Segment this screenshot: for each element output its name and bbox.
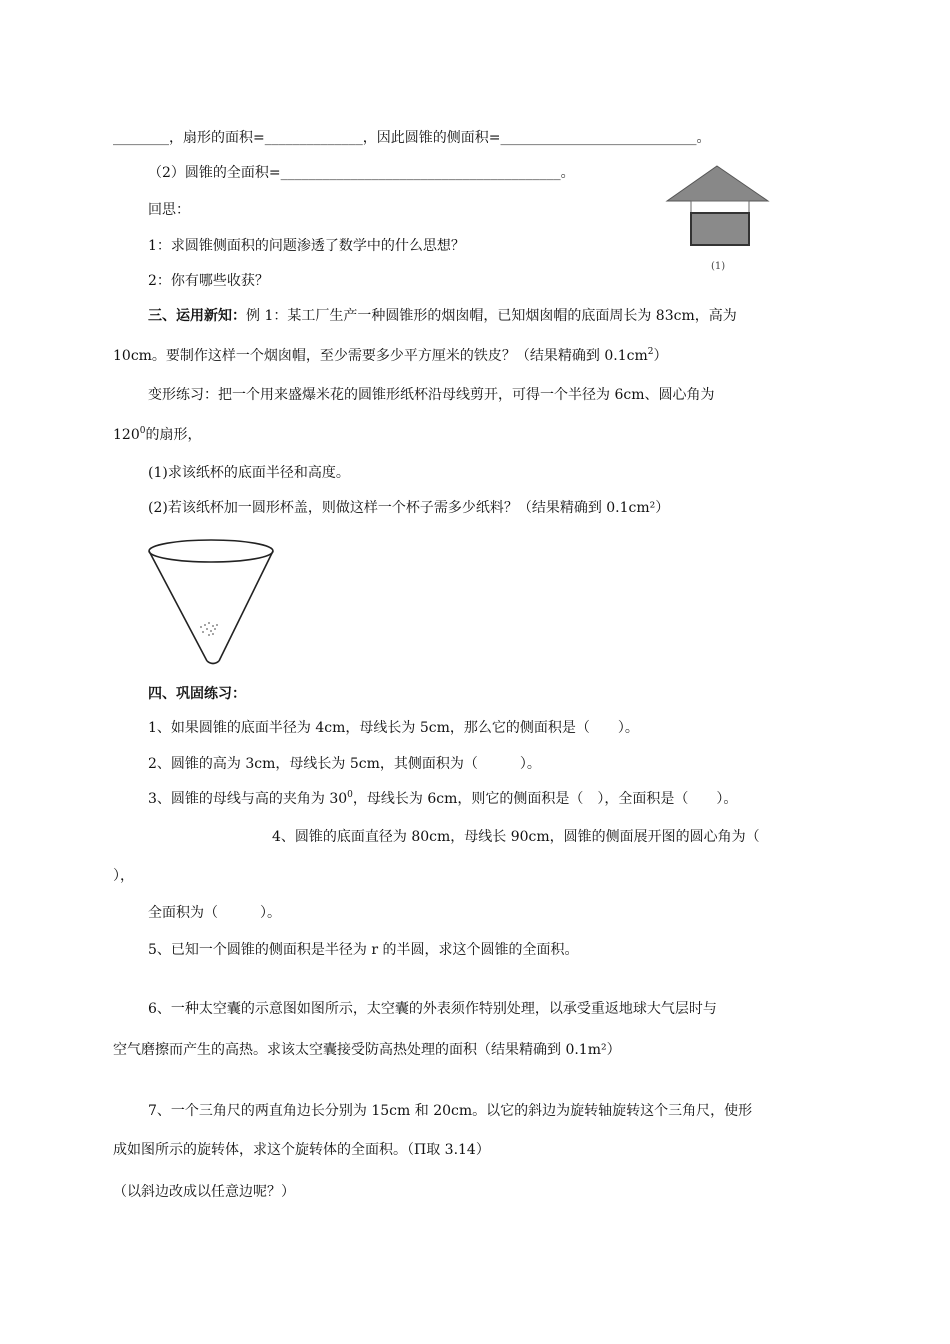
reflect-title: 回思： [148, 202, 190, 218]
example-1-line-2: 10cm。要制作这样一个烟囱帽，至少需要多少平方厘米的铁皮？（结果精确到 $0.1cm^2$） [113, 347, 668, 364]
pipe-body [691, 213, 749, 245]
hat-cone-shape [667, 166, 768, 201]
variant-exercise-line-2: $120^0$的扇形， [113, 426, 202, 443]
practice-2: 2、圆锥的高为 3cm，母线长为 5cm，其侧面积为（ ）。 [148, 756, 541, 772]
practice-4-line-1: 4、圆锥的底面直径为 80cm，母线长 90cm，圆锥的侧面展开图的圆心角为（ [272, 829, 760, 845]
popcorn-dots [200, 622, 218, 636]
section-heading-4: 四、巩固练习： [148, 686, 246, 702]
practice-7-line-3: （以斜边改成以任意边呢？） [113, 1184, 295, 1200]
practice-5: 5、已知一个圆锥的侧面积是半径为 r 的半圆，求这个圆锥的全面积。 [148, 942, 579, 958]
reflect-question-1: 1：求圆锥侧面积的问题渗透了数学中的什么思想？ [148, 238, 465, 254]
practice-1: 1、如果圆锥的底面半径为 4cm，母线长为 5cm，那么它的侧面积是（ ）。 [148, 720, 639, 736]
variant-question-1: (1)求该纸杯的底面半径和高度。 [148, 465, 350, 481]
practice-7-line-1: 7、一个三角尺的两直角边长分别为 15cm 和 20cm。以它的斜边为旋转轴旋转这个三角尺，使形 [148, 1103, 753, 1119]
practice-7-line-2: 成如图所示的旋转体，求这个旋转体的全面积。（Π取 3.14） [113, 1142, 490, 1158]
reflect-question-2: 2：你有哪些收获？ [148, 273, 269, 289]
practice-6-line-2: 空气磨擦而产生的高热。求该太空囊接受防高热处理的面积（结果精确到 0.1m²） [113, 1042, 621, 1058]
answer-blank: ____________________________ [500, 130, 697, 146]
total-area-line: （2）圆锥的全面积=________________________________________。 [148, 165, 575, 181]
answer-blank: ______________ [264, 130, 363, 146]
cup-right-side [219, 551, 273, 661]
variant-exercise-line-1: 变形练习：把一个用来盛爆米花的圆锥形纸杯沿母线剪开，可得一个半径为 6cm、圆心角为 [148, 387, 715, 403]
practice-4-line-3: 全面积为（ ）。 [148, 905, 281, 921]
variant-question-2: (2)若该纸杯加一圆形杯盖，则做这样一个杯子需多少纸料？（结果精确到 0.1cm²） [148, 500, 670, 516]
cup-tip [207, 661, 219, 664]
cup-rim [149, 540, 273, 562]
answer-blank: ________________________________________ [280, 165, 561, 181]
cup-left-side [149, 551, 207, 661]
pipe-top-band [691, 201, 749, 213]
answer-blank: ________ [113, 130, 169, 146]
section-heading-3: 三、运用新知： [148, 308, 246, 324]
area-formula-line: ________，扇形的面积=______________，因此圆锥的侧面积=____________________________。 [113, 130, 711, 146]
paper-cup-cone-figure [143, 533, 283, 668]
practice-6-line-1: 6、一种太空囊的示意图如图所示，太空囊的外表须作特别处理，以承受重返地球大气层时与 [148, 1001, 717, 1017]
example-1-line-1: 三、运用新知：例 1：某工厂生产一种圆锥形的烟囱帽，已知烟囱帽的底面周长为 83cm，高为 [148, 308, 737, 324]
practice-4-line-2: ）， [113, 868, 134, 884]
chimney-hat-figure [664, 160, 774, 272]
practice-3: 3、圆锥的母线与高的夹角为 $30^0$，母线长为 6cm，则它的侧面积是（ ），全面积是（ ）。 [148, 790, 738, 807]
hat-figure-caption: (1) [711, 261, 726, 272]
